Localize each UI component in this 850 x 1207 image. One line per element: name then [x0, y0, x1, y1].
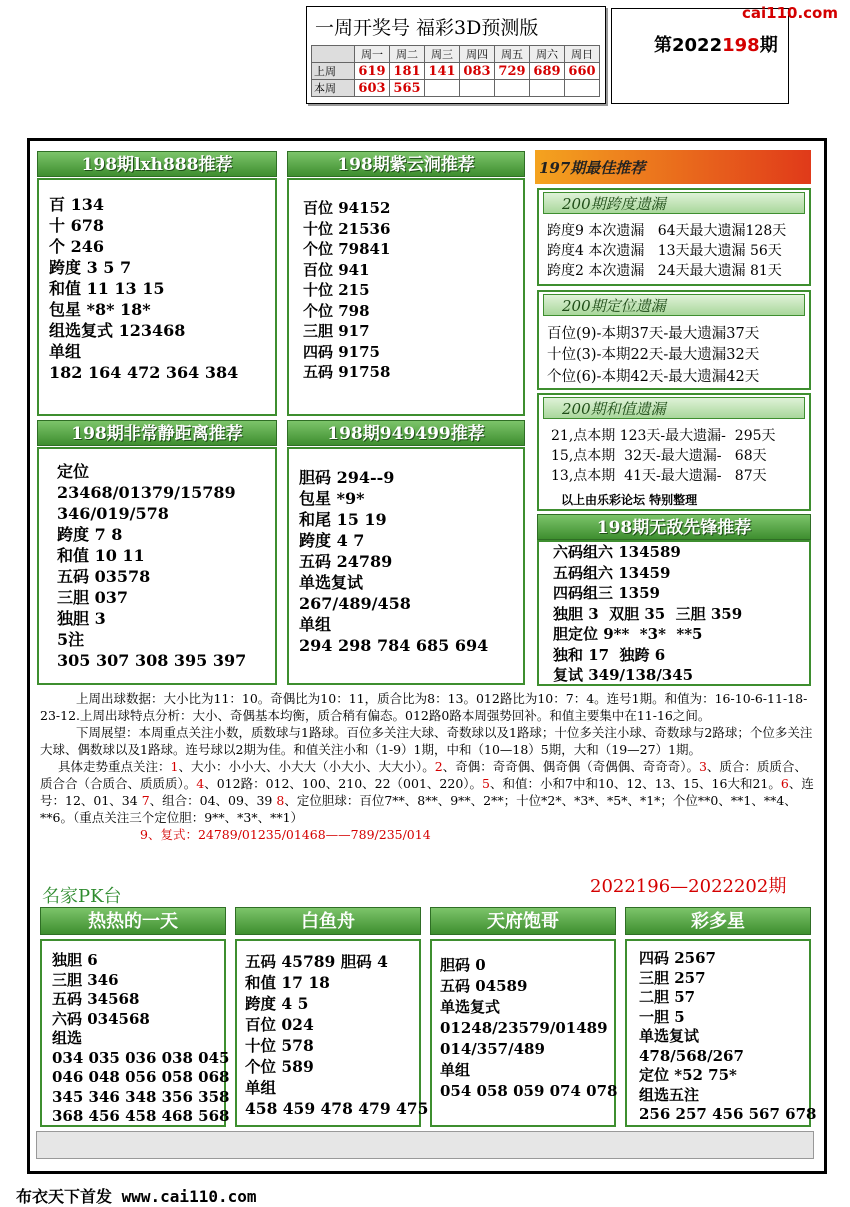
issue-number [654, 31, 778, 57]
item-num: 5 [482, 776, 490, 791]
pk-title: 天府饱哥 [430, 907, 616, 935]
item-num: 6 [780, 776, 789, 791]
kuadu-title: 200期跨度遗漏 [543, 192, 805, 214]
box-content: 胆码 294--9 包星 *9* 和尾 15 19 跨度 4 7 五码 24789 单选复试 267/489/458 单组 294 298 784 685 694 [299, 468, 489, 655]
analysis-p4: 9、复式：24789/01235/01468——789/235/014 [140, 827, 431, 842]
result-cell: 689 [530, 63, 565, 80]
box-content: 定位 23468/01379/15789 346/019/578 跨度 7 8 和值 10 11 五码 03578 三胆 037 独胆 3 5注 305 307 308 395 397 [57, 462, 247, 670]
pk-box [235, 939, 429, 1127]
item-text: 、和值：小和7中和10、12、13、15、16大和21。 [489, 776, 781, 791]
weekly-results-panel [306, 6, 606, 104]
box-feichang [37, 447, 277, 685]
pk-box [430, 939, 616, 1127]
analysis-p3 [40, 758, 818, 826]
box-title-lxh888: 198期lxh888推荐 [37, 151, 277, 177]
item-text: 、012路：012、100、210、22（001、220）。 [204, 776, 483, 791]
box-content: 百 134 十 678 个 246 跨度 3 5 7 和值 11 13 15 包星 *8* 18* 组选复式 123468 单组 182 164 472 364 384 [49, 195, 239, 382]
box-949499 [287, 447, 525, 685]
analysis-p2: 下周展望：本周重点关注小数，质数球与1路球。百位多关注大球、奇数球以及1路球；十位多关注小球、奇数球与2路球；个位多关注大球、偶数球以及1路球。连号球以2期为佳。和值关注小和（1-9）1期，中和（10—18）5期，大和（19—27）1期。 [40, 725, 813, 757]
analysis-p1: 上周出球数据：大小比为11：10。奇偶比为10：11，质合比为8：13。012路比为10：7：4。连号1期。和值为：16-10-6-11-18-23-12.上周出球特点分析：大小、奇偶基本均衡，质合稍有偏态。012路0路本周强势回补。和值主要集中在11-16之间。 [40, 691, 808, 723]
issue-num: 198 [722, 35, 760, 56]
box-content: 六码组六 134589 五码组六 13459 四码组三 1359 独胆 3 双胆 35 三胆 359 胆定位 9** *3* **5 独和 17 独跨 6 复试 349/138/345 [553, 543, 743, 684]
pk-content: 胆码 0 五码 04589 单选复式 01248/23579/01489 014/357/489 单组 054 058 059 074 078 [440, 956, 618, 1100]
hezhi-title: 200期和值遗漏 [543, 397, 805, 419]
pk-range: 2022196—2022202期 [590, 876, 787, 897]
stat-line: 跨度9 本次遗漏 64天最大遗漏128天 [547, 223, 787, 239]
footer-text: 布衣天下首发 www.cai110.com [16, 1187, 257, 1206]
pk-content: 四码 2567 三胆 257 二胆 57 一胆 5 单选复试 478/568/267 定位 *52 75* 组选五注 256 257 456 567 678 [639, 949, 817, 1123]
box-wudi [537, 540, 811, 686]
day-header: 周六 [530, 46, 565, 63]
item-num: 3 [698, 759, 707, 774]
stat-line: 15,点本期 32天-最大遗漏- 68天 [551, 448, 767, 464]
pk-box [40, 939, 230, 1127]
item-num: 2 [434, 759, 443, 774]
item-text: 、定位胆球：百位7**、8**、9**、2**；十位*2*、*3*、*5*、*1*；个位**0、**1、**4、**6。（重点关注三个定位胆：9**、*3*、**1） [40, 793, 797, 825]
pk-title: 彩多星 [625, 907, 811, 935]
row-label: 上周 [312, 63, 355, 80]
best-recommend-bar [535, 150, 811, 184]
box-content: 百位 94152 十位 21536 个位 79841 百位 941 十位 215 个位 798 三胆 917 四码 9175 五码 91758 [303, 199, 391, 381]
stat-line: 13,点本期 41天-最大遗漏- 87天 [551, 468, 767, 484]
result-cell: 181 [390, 63, 425, 80]
result-cell: 729 [495, 63, 530, 80]
box-lxh888 [37, 178, 277, 416]
analysis-p3-lead: 具体走势重点关注： [58, 759, 171, 774]
item-num: 1 [170, 759, 179, 774]
kuadu-panel [537, 188, 811, 286]
day-header: 周一 [355, 46, 390, 63]
stats-note: 以上由乐彩论坛 特别整理 [561, 493, 698, 507]
pk-title: 热热的一天 [40, 907, 226, 935]
stat-line: 十位(3)-本期22天-最大遗漏32天 [547, 347, 760, 363]
day-header: 周日 [565, 46, 600, 63]
stat-line: 跨度2 本次遗漏 24天最大遗漏 81天 [547, 263, 782, 279]
result-cell: 565 [390, 80, 425, 97]
result-cell: 083 [460, 63, 495, 80]
result-cell [565, 80, 600, 97]
box-title-ziyun: 198期紫云涧推荐 [287, 151, 525, 177]
analysis-text [40, 690, 818, 843]
item-text: 、奇偶：奇奇偶、偶奇偶（奇偶偶、奇奇奇）。 [442, 759, 699, 774]
box-title-feichang: 198期非常静距离推荐 [37, 420, 277, 446]
weekly-title: 一周开奖号 福彩3D预测版 [315, 17, 539, 39]
weekly-table [311, 45, 600, 97]
pk-box [625, 939, 817, 1127]
result-cell [495, 80, 530, 97]
day-header: 周二 [390, 46, 425, 63]
pk-content: 独胆 6 三胆 346 五码 34568 六码 034568 组选 034 035 036 038 045 046 048 056 058 068 345 346 348 356 358 368 456 458 468 568 [52, 951, 230, 1125]
result-cell: 603 [355, 80, 390, 97]
stat-line: 21,点本期 123天-最大遗漏- 295天 [551, 428, 776, 444]
box-ziyun [287, 178, 525, 416]
result-cell: 660 [565, 63, 600, 80]
item-text: 、组合：04、09、39 [149, 793, 273, 808]
pk-label: 名家PK台 [42, 886, 122, 907]
result-cell: 619 [355, 63, 390, 80]
stat-line: 跨度4 本次遗漏 13天最大遗漏 56天 [547, 243, 782, 259]
pk-title: 白鱼舟 [235, 907, 421, 935]
issue-prefix: 第2022 [654, 35, 723, 56]
item-text: 、质合：质质合、质合合（合质合、质质质）。 [40, 759, 807, 791]
result-cell [425, 80, 460, 97]
item-text: 、大小：小小大、小大大（小大小、大大小）。 [178, 759, 435, 774]
best-recommend-title: 197期最佳推荐 [539, 159, 646, 177]
issue-panel [611, 8, 789, 104]
issue-suffix: 期 [759, 35, 778, 56]
result-cell [530, 80, 565, 97]
hezhi-panel [537, 393, 811, 511]
stat-line: 百位(9)-本期37天-最大遗漏37天 [547, 326, 760, 342]
corner-cell [312, 46, 355, 63]
dingwei-panel [537, 290, 811, 390]
item-num: 7 [141, 793, 150, 808]
box-title-wudi: 198期无敌先锋推荐 [537, 514, 811, 540]
footer-bar [36, 1131, 814, 1159]
row-label: 本周 [312, 80, 355, 97]
day-header: 周五 [495, 46, 530, 63]
item-num: 4 [196, 776, 205, 791]
item-text: 、连号：12、01、34 [40, 776, 814, 808]
result-cell [460, 80, 495, 97]
day-header: 周四 [460, 46, 495, 63]
day-header: 周三 [425, 46, 460, 63]
result-cell: 141 [425, 63, 460, 80]
stat-line: 个位(6)-本期42天-最大遗漏42天 [547, 369, 760, 385]
site-logo: cai110.com [742, 4, 838, 22]
dingwei-title: 200期定位遗漏 [543, 294, 805, 316]
pk-content: 五码 45789 胆码 4 和值 17 18 跨度 4 5 百位 024 十位 578 个位 589 单组 458 459 478 479 475 [245, 952, 429, 1118]
box-title-949499: 198期949499推荐 [287, 420, 525, 446]
item-num: 8 [276, 793, 285, 808]
